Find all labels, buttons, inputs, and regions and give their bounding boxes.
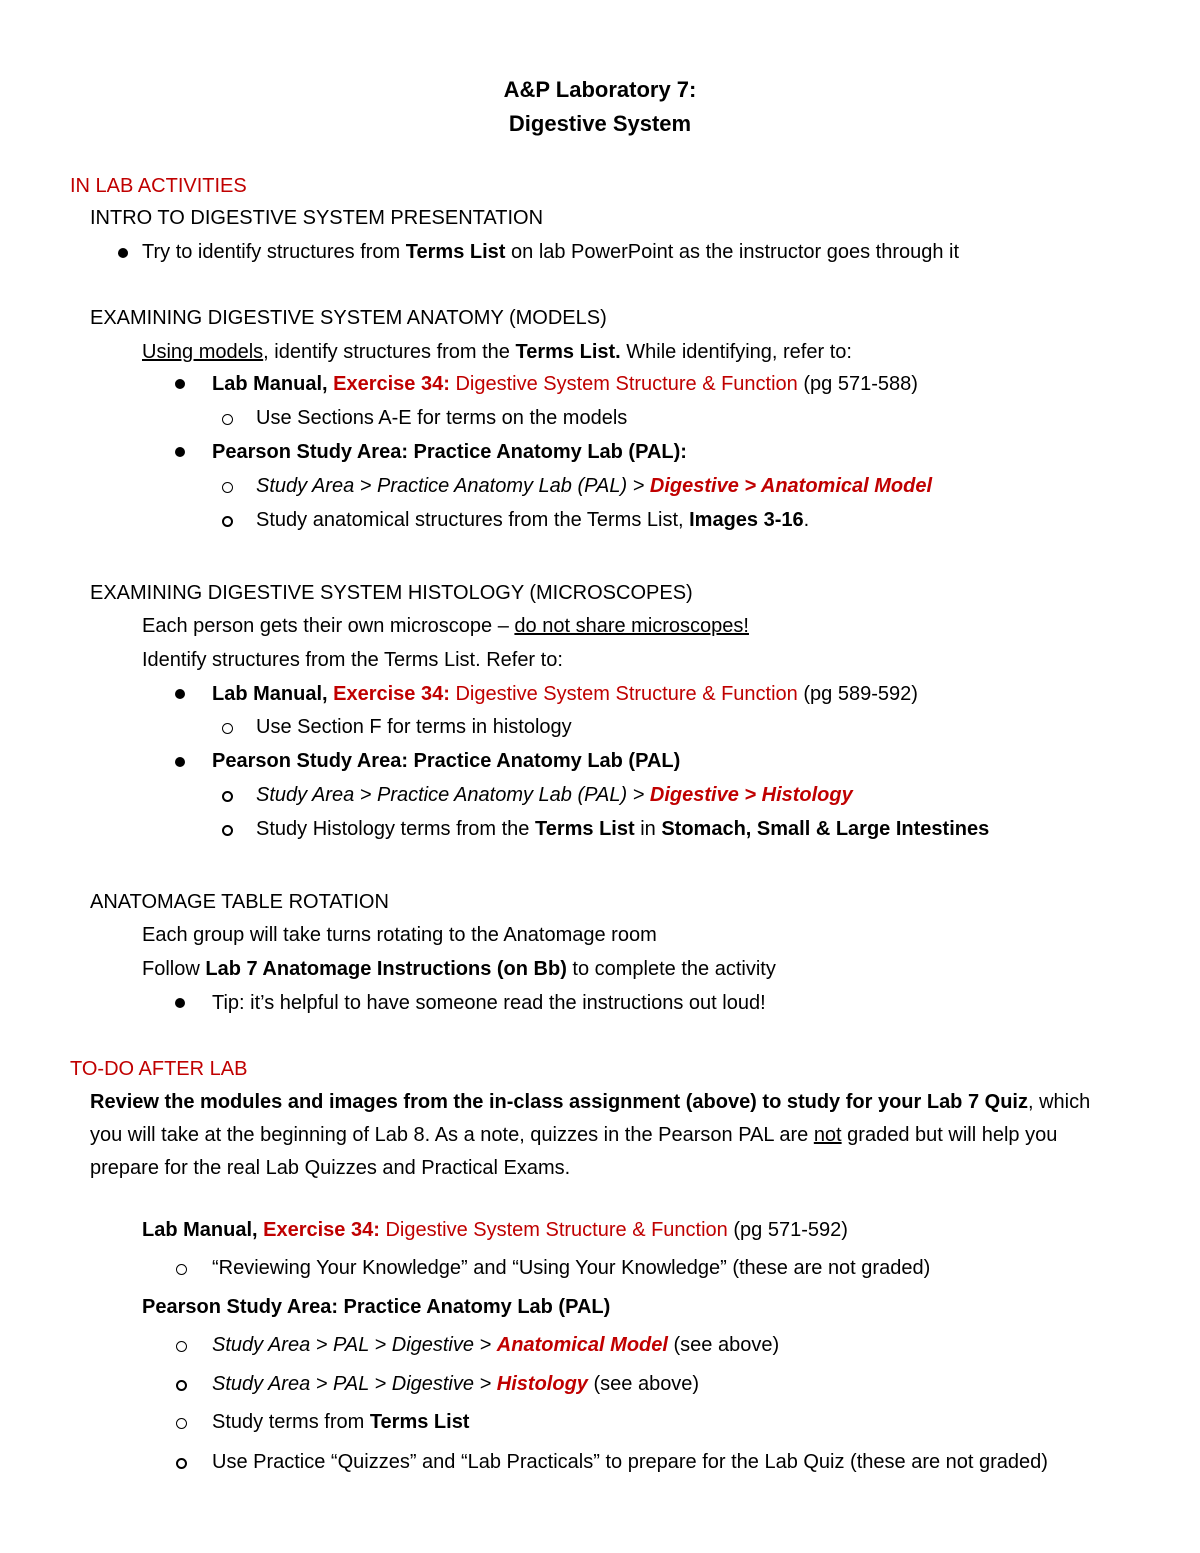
anatomage-tip: Tip: it’s helpful to have someone read the instructions out loud! [212, 992, 766, 1014]
models-heading: EXAMINING DIGESTIVE SYSTEM ANATOMY (MODELS) [90, 307, 607, 329]
histology-study: Study Histology terms from the Terms List in Stomach, Small & Large Intestines [256, 818, 990, 840]
circle-bullet-icon [176, 1380, 187, 1391]
after-lab-manual-review: “Reviewing Your Knowledge” and “Using Your Knowledge” (these are not graded) [212, 1257, 931, 1279]
intro-heading: INTRO TO DIGESTIVE SYSTEM PRESENTATION [90, 207, 544, 229]
after-pal-anatomical: Study Area > PAL > Digestive > Anatomical Model (see above) [212, 1334, 780, 1356]
models-intro: Using models, identify structures from the Terms List. While identifying, refer to: [142, 341, 852, 363]
models-study: Study anatomical structures from the Terms List, Images 3-16. [256, 509, 810, 531]
histology-heading: EXAMINING DIGESTIVE SYSTEM HISTOLOGY (MICROSCOPES) [90, 582, 693, 604]
circle-bullet-icon [222, 723, 233, 734]
histology-pal-path: Study Area > Practice Anatomy Lab (PAL) > Digestive > Histology [256, 784, 853, 806]
anatomage-line2: Follow Lab 7 Anatomage Instructions (on Bb) to complete the activity [142, 958, 776, 980]
intro-bullet: Try to identify structures from Terms List on lab PowerPoint as the instructor goes through it [142, 241, 960, 263]
circle-bullet-icon [222, 482, 233, 493]
circle-bullet-icon [222, 516, 233, 527]
after-pal-terms: Study terms from Terms List [212, 1411, 470, 1433]
circle-bullet-icon [176, 1341, 187, 1352]
after-lab-heading: TO-DO AFTER LAB [70, 1058, 248, 1080]
doc-title: A&P Laboratory 7: [503, 77, 697, 102]
models-lab-manual: Lab Manual, Exercise 34: Digestive System Structure & Function (pg 571-588) [212, 373, 918, 395]
circle-bullet-icon [222, 414, 233, 425]
histology-line2: Identify structures from the Terms List. Refer to: [142, 649, 563, 671]
bullet-icon [118, 248, 128, 258]
histology-line1: Each person gets their own microscope – do not share microscopes! [142, 615, 749, 637]
circle-bullet-icon [176, 1418, 187, 1429]
circle-bullet-icon [176, 1264, 187, 1275]
circle-bullet-icon [176, 1458, 187, 1469]
models-pal-path: Study Area > Practice Anatomy Lab (PAL) > Digestive > Anatomical Model [256, 475, 933, 497]
anatomage-line1: Each group will take turns rotating to the Anatomage room [142, 924, 657, 946]
models-sections: Use Sections A-E for terms on the models [256, 407, 628, 429]
models-pal: Pearson Study Area: Practice Anatomy Lab (PAL): [212, 441, 687, 463]
after-para-line1: Review the modules and images from the in-class assignment (above) to study for your Lab 7 Quiz, which [90, 1091, 1091, 1113]
circle-bullet-icon [222, 791, 233, 802]
histology-lab-manual: Lab Manual, Exercise 34: Digestive System Structure & Function (pg 589-592) [212, 683, 918, 705]
histology-section: Use Section F for terms in histology [256, 716, 572, 738]
bullet-icon [175, 447, 185, 457]
in-lab-heading: IN LAB ACTIVITIES [70, 175, 247, 197]
after-lab-manual: Lab Manual, Exercise 34: Digestive System Structure & Function (pg 571-592) [142, 1219, 848, 1241]
doc-subtitle: Digestive System [508, 111, 692, 136]
bullet-icon [175, 689, 185, 699]
after-pal-heading: Pearson Study Area: Practice Anatomy Lab (PAL) [142, 1296, 611, 1318]
bullet-icon [175, 998, 185, 1008]
anatomage-heading: ANATOMAGE TABLE ROTATION [90, 891, 389, 913]
after-pal-quizzes: Use Practice “Quizzes” and “Lab Practicals” to prepare for the Lab Quiz (these are not graded) [212, 1451, 1048, 1473]
after-para-line2: you will take at the beginning of Lab 8. As a note, quizzes in the Pearson PAL are not graded but will help you [90, 1124, 1058, 1146]
bullet-icon [175, 379, 185, 389]
circle-bullet-icon [222, 825, 233, 836]
bullet-icon [175, 757, 185, 767]
after-para-line3: prepare for the real Lab Quizzes and Practical Exams. [90, 1157, 571, 1179]
histology-pal: Pearson Study Area: Practice Anatomy Lab (PAL) [212, 750, 681, 772]
after-pal-histology: Study Area > PAL > Digestive > Histology (see above) [212, 1373, 700, 1395]
